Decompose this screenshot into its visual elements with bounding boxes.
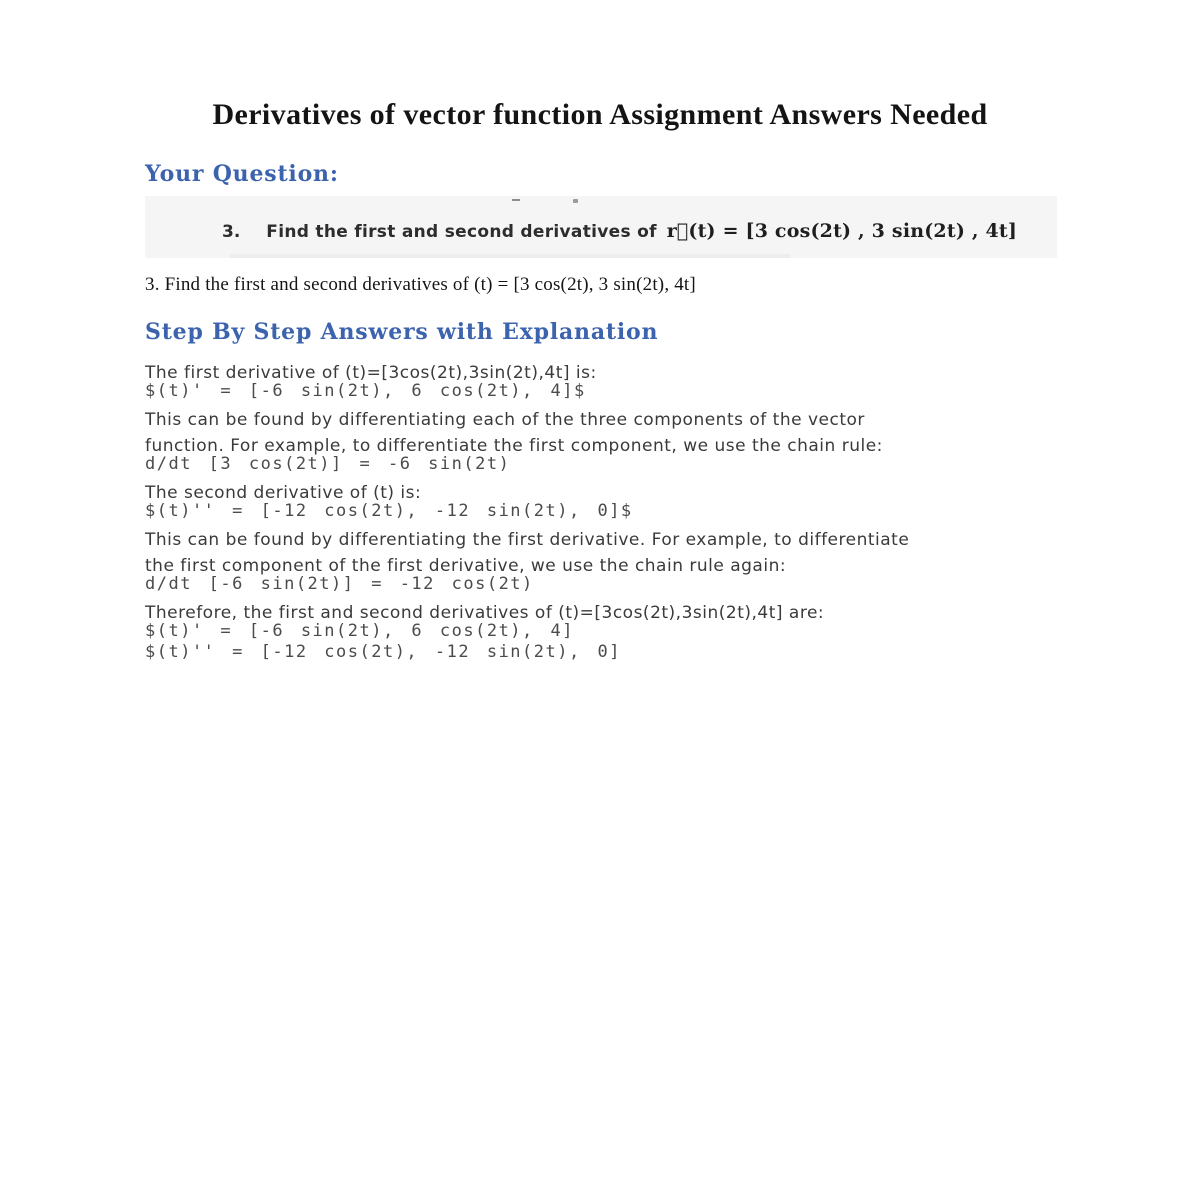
text-line: Therefore, the first and second derivatives of (t)=[3cos(2t),3sin(2t),4t] are: — [145, 603, 825, 623]
crop-artifact-mark — [573, 199, 578, 203]
text-line: The second derivative of (t) is: — [145, 483, 422, 503]
question-text: Find the first and second derivatives of — [266, 222, 657, 242]
code-line: $(t)' = [-6 sin(2t), 6 cos(2t), 4]$ — [145, 381, 586, 401]
code-line: $(t)'' = [-12 cos(2t), -12 sin(2t), 0] — [145, 642, 621, 662]
question-screenshot-box — [145, 196, 1057, 258]
text-line: This can be found by differentiating the first derivative. For example, to differentiate — [145, 530, 910, 550]
code-line: d/dt [3 cos(2t)] = -6 sin(2t) — [145, 454, 511, 474]
code-line: $(t)'' = [-12 cos(2t), -12 sin(2t), 0]$ — [145, 501, 633, 521]
crop-artifact-mark — [512, 199, 520, 201]
code-line: $(t)' = [-6 sin(2t), 6 cos(2t), 4] — [145, 621, 574, 641]
answers-heading: Step By Step Answers with Explanation — [145, 319, 659, 345]
text-line: the first component of the first derivative, we use the chain rule again: — [145, 556, 787, 576]
text-line: The first derivative of (t)=[3cos(2t),3sin(2t),4t] is: — [145, 363, 597, 383]
your-question-heading: Your Question: — [145, 161, 339, 187]
question-number: 3. — [222, 222, 241, 242]
text-line: function. For example, to differentiate the first component, we use the chain rule: — [145, 436, 883, 456]
screenshot-bottom-edge — [230, 254, 790, 258]
plain-question-line: 3. Find the first and second derivatives of (t) = [3 cos(2t), 3 sin(2t), 4t] — [145, 274, 696, 295]
page-title: Derivatives of vector function Assignment Answers Needed — [212, 98, 988, 131]
question-math-expression: r⃗(t) = [3 cos(2t) , 3 sin(2t) , 4t] — [666, 220, 1018, 242]
answer-body — [145, 360, 1105, 668]
code-line: d/dt [-6 sin(2t)] = -12 cos(2t) — [145, 574, 534, 594]
question-line — [222, 220, 1017, 242]
text-line: This can be found by differentiating each of the three components of the vector — [145, 410, 865, 430]
